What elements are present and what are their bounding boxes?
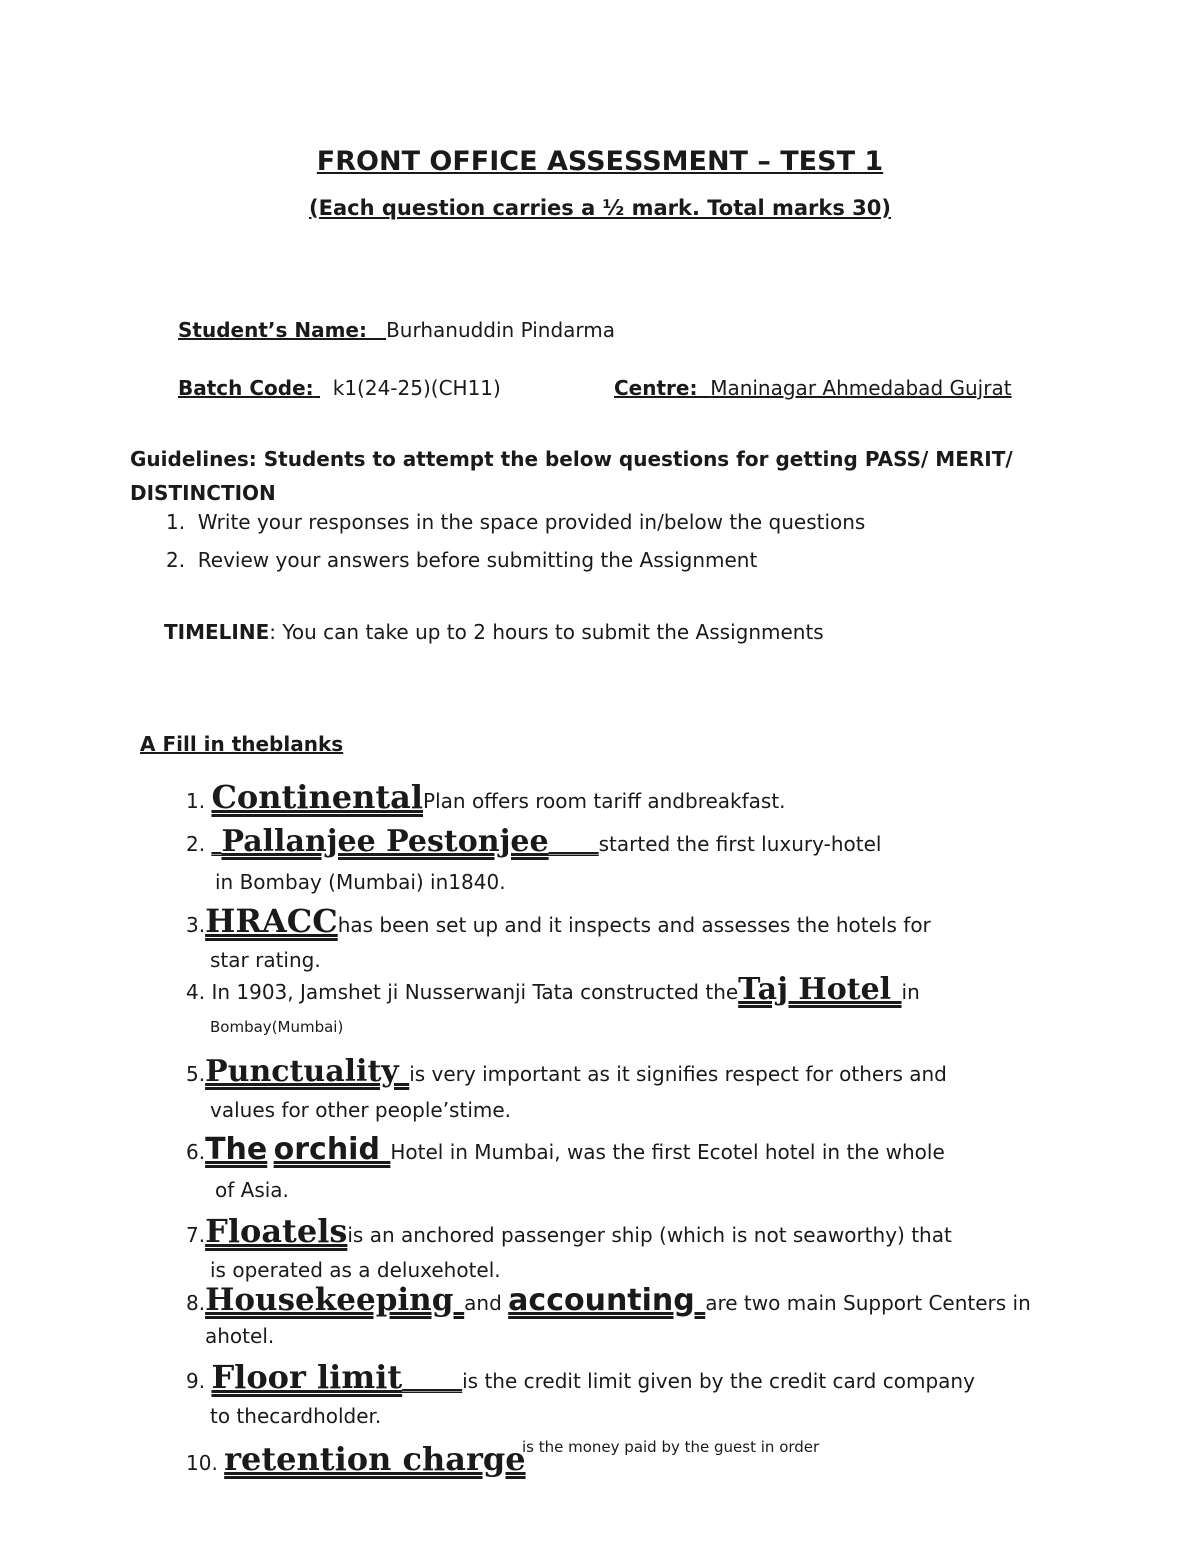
guideline-item-1: 1. Write your responses in the space provided in/below the questions bbox=[166, 510, 866, 534]
question-4-continued: Bombay(Mumbai) bbox=[210, 1018, 344, 1036]
question-1: 1. ContinentalPlan offers room tariff andbreakfast. bbox=[186, 778, 786, 816]
answer-1: Continental bbox=[211, 778, 424, 816]
batch-code-value: k1(24-25)(CH11) bbox=[332, 376, 501, 400]
student-name-row bbox=[178, 318, 615, 342]
timeline-label: TIMELINE bbox=[164, 620, 270, 644]
answer-7: Floatels bbox=[205, 1212, 348, 1250]
answer-8a: Housekeeping bbox=[205, 1282, 465, 1318]
question-5-continued: values for other people’stime. bbox=[210, 1098, 512, 1122]
timeline-row bbox=[164, 620, 824, 644]
answer-6b: orchid bbox=[273, 1132, 391, 1167]
timeline-text: : You can take up to 2 hours to submit the Assignments bbox=[269, 620, 824, 644]
question-5: 5.Punctuality is very important as it signifies respect for others and bbox=[186, 1054, 947, 1089]
student-name-label: Student’s Name: bbox=[178, 318, 367, 342]
answer-10: retention charge bbox=[224, 1440, 526, 1478]
answer-2: Pallanjee Pestonjee bbox=[221, 824, 549, 859]
question-10: 10. retention charge bbox=[186, 1440, 526, 1478]
question-8-continued: ahotel. bbox=[205, 1324, 275, 1348]
question-9: 9. Floor limit______is the credit limit given by the credit card company bbox=[186, 1358, 975, 1396]
question-3-continued: star rating. bbox=[210, 948, 321, 972]
page-subtitle: (Each question carries a ½ mark. Total marks 30) bbox=[309, 196, 891, 220]
question-3: 3.HRACChas been set up and it inspects and assesses the hotels for bbox=[186, 902, 931, 940]
centre-row bbox=[614, 376, 1012, 400]
answer-4: Taj Hotel bbox=[738, 972, 902, 1007]
guideline-item-2: 2. Review your answers before submitting the Assignment bbox=[166, 548, 758, 572]
question-8: 8.Housekeeping and accounting are two main Support Centers in bbox=[186, 1282, 1031, 1318]
batch-code-label: Batch Code: bbox=[178, 376, 314, 400]
batch-code-row bbox=[178, 376, 501, 400]
question-2: 2. _Pallanjee Pestonjee_____started the first luxury-hotel bbox=[186, 824, 882, 859]
question-4: 4. In 1903, Jamshet ji Nusserwanji Tata constructed theTaj Hotel in bbox=[186, 972, 920, 1007]
answer-8b: accounting bbox=[508, 1283, 706, 1318]
question-9-continued: to thecardholder. bbox=[210, 1404, 382, 1428]
answer-6a: The bbox=[205, 1132, 268, 1167]
centre-label: Centre: bbox=[614, 376, 698, 400]
question-6-continued: of Asia. bbox=[215, 1178, 289, 1202]
answer-3: HRACC bbox=[205, 902, 338, 940]
question-10-text: is the money paid by the guest in order bbox=[522, 1438, 820, 1456]
answer-5: Punctuality bbox=[205, 1054, 410, 1089]
question-2-continued: in Bombay (Mumbai) in1840. bbox=[215, 870, 506, 894]
question-7: 7.Floatelsis an anchored passenger ship (which is not seaworthy) that bbox=[186, 1212, 952, 1250]
question-7-continued: is operated as a deluxehotel. bbox=[210, 1258, 501, 1282]
section-a-heading: A Fill in theblanks bbox=[140, 732, 344, 756]
student-name-value: Burhanuddin Pindarma bbox=[386, 318, 616, 342]
page-title: FRONT OFFICE ASSESSMENT – TEST 1 bbox=[316, 146, 884, 177]
centre-value: Maninagar Ahmedabad Gujrat bbox=[710, 376, 1012, 400]
guidelines-heading: Guidelines: Students to attempt the below questions for getting PASS/ MERIT/ DISTINCTION bbox=[130, 447, 1013, 505]
question-6: 6.The orchid Hotel in Mumbai, was the first Ecotel hotel in the whole bbox=[186, 1132, 945, 1167]
answer-9: Floor limit bbox=[211, 1358, 403, 1396]
